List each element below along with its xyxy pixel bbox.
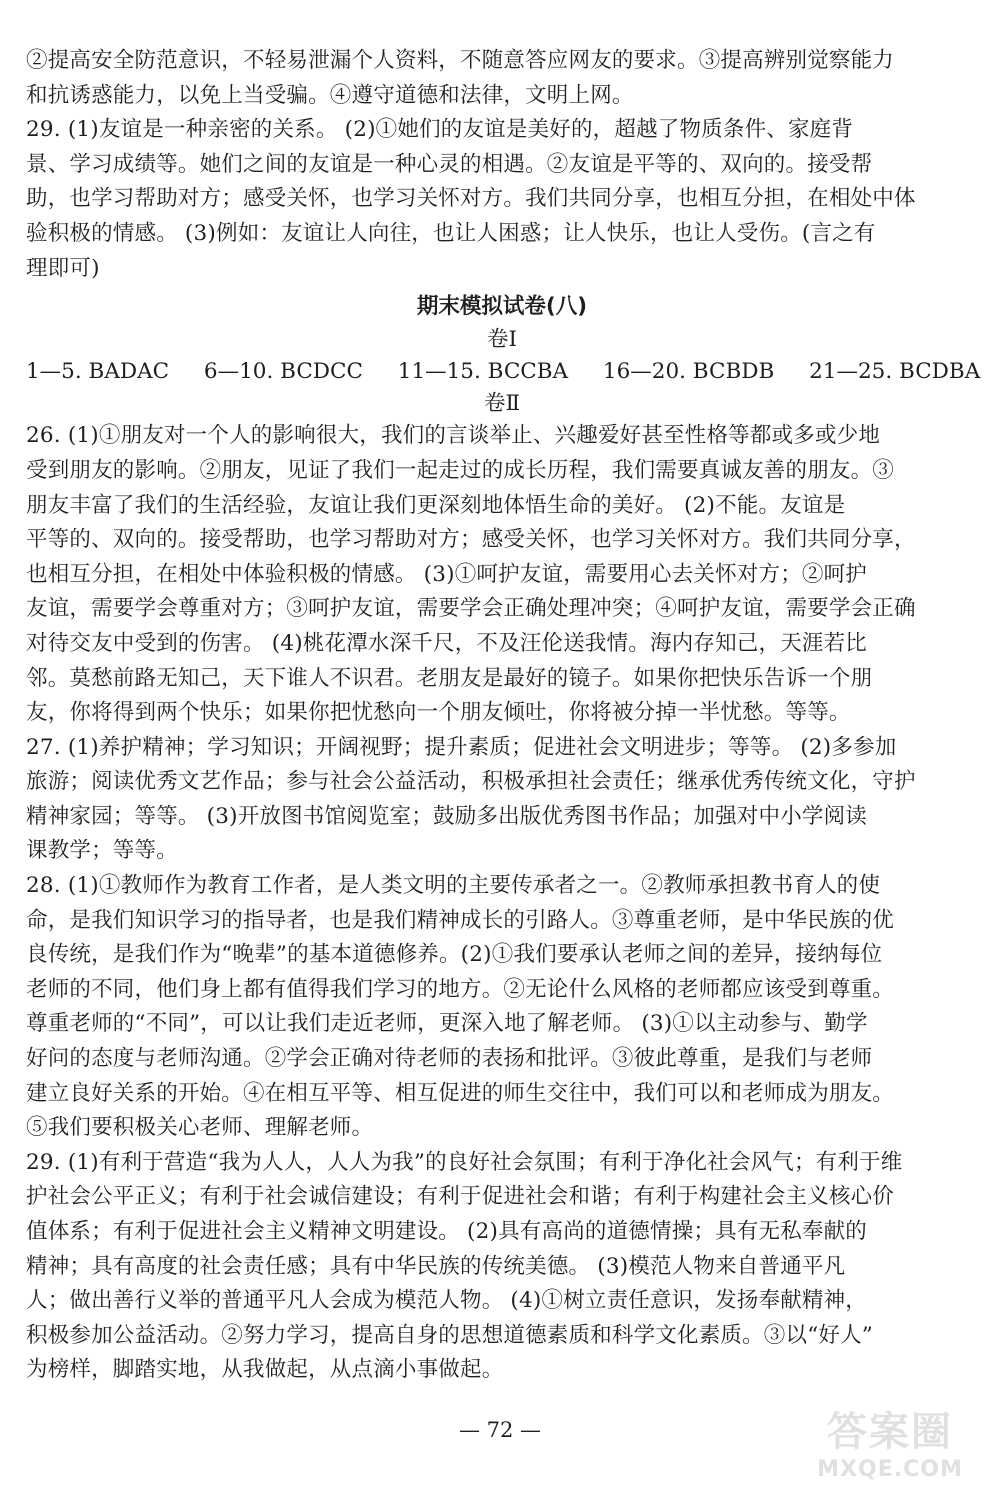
watermark-logo [810, 1400, 970, 1480]
answer-group: 16—20. BCBDB [602, 358, 775, 384]
question-28: 28. (1)①教师作为教育工作者，是人类文明的主要传承者之一。②教师承担教书育人的使 命，是我们知识学习的指导者，也是我们精神成长的引路人。③尊重老师，是中华民族的优 良传统，是我们作为“晚辈”的基本道德修养。(2)①我们要承认老师之间的差异，接纳每位 老师的不同，他们身上都有值得我们学习的地方。②无论什么风格的老师都应该受到尊重。 尊重老师的“不同”，可以让我们走近老师，更深入地了解老师。 (3)①以主动参与、勤学 好问的态度与老师沟通。②学会正确对待老师的表扬和批评。③彼此尊重，是我们与老师 建立良好关系的开始。④在相互平等、相互促进的师生交往中，我们可以和老师成为朋友。 ⑤我们要积极关心老师、理解老师。 [26, 873, 895, 1141]
exam-title: 期末模拟试卷(八) [416, 294, 588, 320]
page-number: — 72 — [458, 1418, 542, 1442]
section-1-title: 卷Ⅰ [487, 326, 517, 352]
prev-section [26, 44, 978, 286]
question-27: 27. (1)养护精神；学习知识；开阔视野；提升素质；促进社会文明进步；等等。 (2)多参加 旅游；阅读优秀文艺作品；参与社会公益活动，积极承担社会责任；继承优秀传统文化，守护 精神家园；等等。 (3)开放图书馆阅览室；鼓励多出版优秀图书作品；加强对中小学阅读 课教学；等等。 [26, 734, 916, 864]
answer-group: 11—15. BCCBA [397, 358, 569, 384]
section-2-title: 卷Ⅱ [483, 391, 521, 417]
question-26: 26. (1)①朋友对一个人的影响很大，我们的言谈举止、兴趣爱好甚至性格等都或多或少地 受到朋友的影响。②朋友，见证了我们一起走过的成长历程，我们需要真诚友善的朋友。③ 朋友丰富了我们的生活经验，友谊让我们更深刻地体悟生命的美好。 (2)不能。友谊是 平等的、双向的。接受帮助，也学习帮助对方；感受关怀，也学习关怀对方。我们共同分享， 也相互分担，在相处中体验积极的情感。 (3)①呵护友谊，需要用心去关怀对方；②呵护 友谊，需要学会尊重对方；③呵护友谊，需要学会正确处理冲突；④呵护友谊，需要学会正确 对待交友中受到的伤害。 (4)桃花潭水深千尺，不及汪伦送我情。海内存知己，天涯若比 邻。莫愁前路无知己，天下谁人不识君。老朋友是最好的镜子。如果你把快乐告诉一个朋 友，你将得到两个快乐；如果你把忧愁向一个朋友倾吐，你将被分掉一半忧愁。等等。 [26, 423, 916, 726]
question-29: 29. (1)有利于营造“我为人人，人人为我”的良好社会氛围；有利于净化社会风气；有利于维 护社会公平正义；有利于社会诚信建设；有利于促进社会和谐；有利于构建社会主义核心价 值体系；有利于促进社会主义精神文明建设。 (2)具有高尚的道德情操；具有无私奉献的 精神；具有高度的社会责任感；具有中华民族的传统美德。 (3)模范人物来自普通平凡 人；做出善行义举的普通平凡人会成为模范人物。 (4)①树立责任意识，发扬奉献精神， 积极参加公益活动。②努力学习，提高自身的思想道德素质和科学文化素质。③以“好人” 为榜样，脚踏实地，从我做起，从点滴小事做起。 [26, 1149, 903, 1383]
paragraph-continuation: ②提高安全防范意识，不轻易泄漏个人资料，不随意答应网友的要求。③提高辨别觉察能力 和抗诱惑能力，以免上当受骗。④遵守道德和法律，文明上网。 [26, 48, 895, 108]
watermark-title: 答案圈 [827, 1409, 953, 1455]
choice-answers [26, 355, 981, 390]
answer-group: 21—25. BCDBA [809, 358, 981, 384]
answer-page [26, 44, 981, 1388]
answer-group: 1—5. BADAC [26, 358, 170, 384]
watermark-url: MXQE.COM [817, 1457, 963, 1482]
answer-group: 6—10. BCDCC [203, 358, 363, 384]
question-29-prev: 29. (1)友谊是一种亲密的关系。 (2)①她们的友谊是美好的，超越了物质条件、家庭背 景、学习成绩等。她们之间的友谊是一种心灵的相遇。②友谊是平等的、双向的。接受帮 助，也学习帮助对方；感受关怀，也学习关怀对方。我们共同分享，也相互分担，在相处中体 验积极的情感。 (3)例如：友谊让人向往，也让人困惑；让人快乐，也让人受伤。(言之有 理即可) [26, 117, 916, 281]
